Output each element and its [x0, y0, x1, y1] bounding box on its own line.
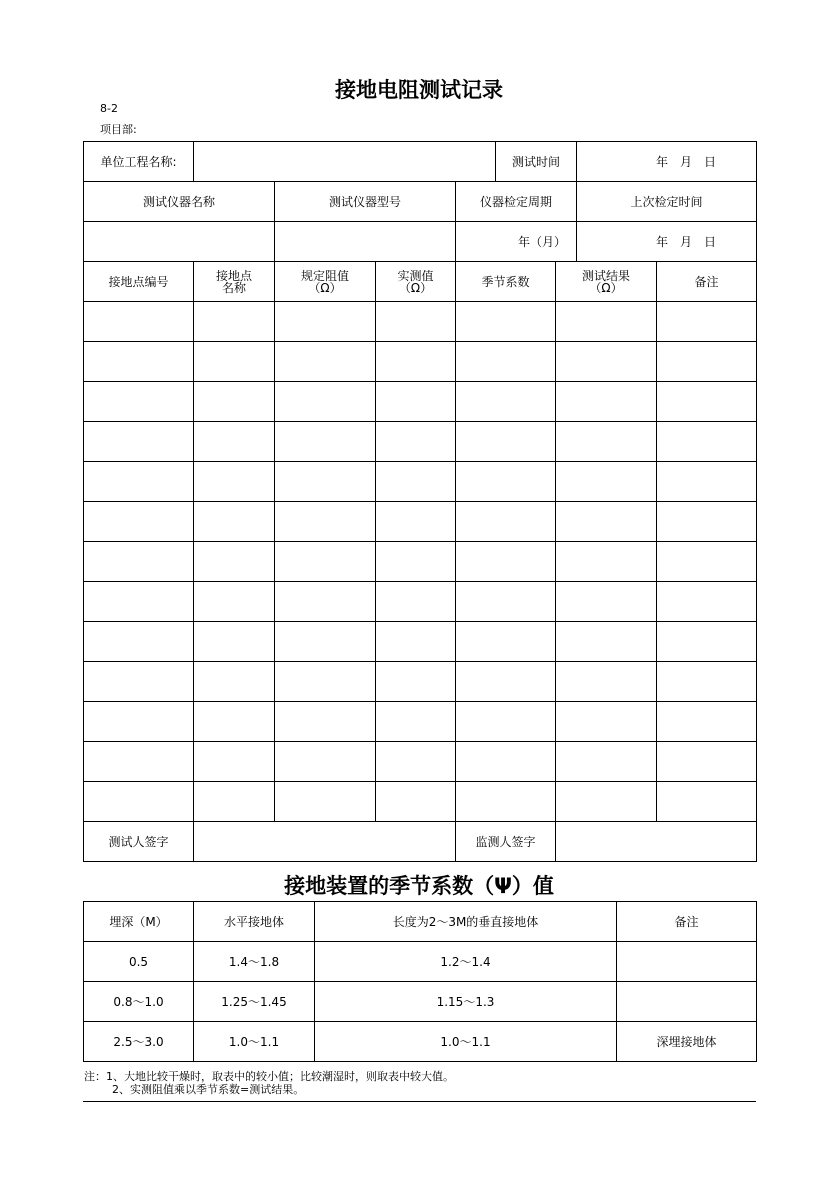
data-cell[interactable]: [555, 701, 657, 742]
data-cell[interactable]: [375, 781, 456, 822]
calibration-period-field[interactable]: 年（月）: [455, 221, 577, 262]
col-season-coef: 季节系数: [455, 261, 556, 302]
data-cell[interactable]: [455, 341, 556, 382]
data-cell[interactable]: [193, 581, 275, 622]
coef-cell: 1.15～1.3: [314, 981, 617, 1022]
data-cell[interactable]: [274, 501, 376, 542]
coef-cell: [616, 941, 757, 982]
data-cell[interactable]: [83, 621, 194, 662]
data-cell[interactable]: [83, 701, 194, 742]
data-cell[interactable]: [455, 581, 556, 622]
instrument-name-label: 测试仪器名称: [83, 181, 275, 222]
data-cell[interactable]: [375, 541, 456, 582]
data-cell[interactable]: [455, 421, 556, 462]
data-cell[interactable]: [193, 621, 275, 662]
data-cell[interactable]: [193, 301, 275, 342]
data-cell[interactable]: [274, 381, 376, 422]
coef-title: 接地装置的季节系数（Ψ）值: [284, 874, 554, 898]
data-cell[interactable]: [656, 741, 757, 782]
data-cell[interactable]: [274, 621, 376, 662]
supervisor-signature-field[interactable]: [555, 821, 757, 862]
data-cell[interactable]: [455, 501, 556, 542]
data-cell[interactable]: [83, 381, 194, 422]
data-cell[interactable]: [375, 381, 456, 422]
data-cell[interactable]: [555, 381, 657, 422]
data-cell[interactable]: [375, 661, 456, 702]
col-result: [555, 261, 657, 302]
data-cell[interactable]: [555, 581, 657, 622]
data-cell[interactable]: [656, 341, 757, 382]
unit-name-field[interactable]: [193, 141, 496, 182]
coef-header: 水平接地体: [193, 901, 315, 942]
data-cell[interactable]: [455, 461, 556, 502]
data-cell[interactable]: [455, 541, 556, 582]
coef-cell: 深埋接地体: [616, 1021, 757, 1062]
data-cell[interactable]: [656, 421, 757, 462]
coef-cell: 1.4～1.8: [193, 941, 315, 982]
data-cell[interactable]: [83, 741, 194, 782]
data-cell[interactable]: [274, 421, 376, 462]
data-cell[interactable]: [83, 581, 194, 622]
data-cell[interactable]: [375, 341, 456, 382]
data-cell[interactable]: [656, 501, 757, 542]
data-cell[interactable]: [555, 781, 657, 822]
col-result-l1: 测试结果: [581, 268, 630, 283]
bottom-divider: [83, 1101, 756, 1102]
data-cell[interactable]: [193, 781, 275, 822]
data-cell[interactable]: [375, 701, 456, 742]
tester-signature-field[interactable]: [193, 821, 456, 862]
data-cell[interactable]: [656, 581, 757, 622]
instrument-name-field[interactable]: [83, 221, 275, 262]
col-point-name: [193, 261, 275, 302]
data-cell[interactable]: [656, 461, 757, 502]
col-point-no: 接地点编号: [83, 261, 194, 302]
data-cell[interactable]: [455, 701, 556, 742]
data-cell[interactable]: [274, 701, 376, 742]
data-cell[interactable]: [274, 661, 376, 702]
data-cell[interactable]: [375, 621, 456, 662]
data-cell[interactable]: [555, 501, 657, 542]
data-cell[interactable]: [656, 661, 757, 702]
coef-cell: [616, 981, 757, 1022]
data-cell[interactable]: [555, 661, 657, 702]
data-cell[interactable]: [83, 781, 194, 822]
calibration-period-label: 仪器检定周期: [455, 181, 577, 222]
coef-header: 埋深（M）: [83, 901, 194, 942]
coef-cell: 1.0～1.1: [314, 1021, 617, 1062]
coef-cell: 1.2～1.4: [314, 941, 617, 982]
data-cell[interactable]: [193, 501, 275, 542]
data-cell[interactable]: [83, 301, 194, 342]
data-cell[interactable]: [555, 341, 657, 382]
data-cell[interactable]: [193, 421, 275, 462]
coef-cell: 0.8～1.0: [83, 981, 194, 1022]
data-cell[interactable]: [555, 741, 657, 782]
data-cell[interactable]: [455, 621, 556, 662]
data-cell[interactable]: [193, 461, 275, 502]
data-cell[interactable]: [83, 501, 194, 542]
data-cell[interactable]: [274, 341, 376, 382]
data-cell[interactable]: [83, 341, 194, 382]
data-cell[interactable]: [83, 461, 194, 502]
unit-name-label: 单位工程名称:: [83, 141, 194, 182]
page-title: 接地电阻测试记录: [335, 78, 503, 102]
data-cell[interactable]: [455, 301, 556, 342]
col-measured: [375, 261, 456, 302]
supervisor-signature-label: 监测人签字: [455, 821, 556, 862]
data-cell[interactable]: [83, 421, 194, 462]
data-cell[interactable]: [274, 781, 376, 822]
data-cell[interactable]: [555, 541, 657, 582]
data-cell[interactable]: [555, 301, 657, 342]
data-cell[interactable]: [274, 461, 376, 502]
data-cell[interactable]: [656, 781, 757, 822]
data-cell[interactable]: [455, 661, 556, 702]
data-cell[interactable]: [193, 341, 275, 382]
data-cell[interactable]: [375, 581, 456, 622]
coef-cell: 1.0～1.1: [193, 1021, 315, 1062]
data-cell[interactable]: [274, 741, 376, 782]
data-cell[interactable]: [274, 581, 376, 622]
data-cell[interactable]: [274, 301, 376, 342]
data-cell[interactable]: [375, 421, 456, 462]
data-cell[interactable]: [83, 541, 194, 582]
instrument-model-label: 测试仪器型号: [274, 181, 456, 222]
test-time-field[interactable]: 年 月 日: [576, 141, 757, 182]
data-cell[interactable]: [375, 301, 456, 342]
data-cell[interactable]: [193, 381, 275, 422]
data-cell[interactable]: [455, 781, 556, 822]
data-cell[interactable]: [555, 461, 657, 502]
col-specified-l2: （Ω）: [308, 280, 342, 295]
data-cell[interactable]: [193, 661, 275, 702]
data-cell[interactable]: [455, 741, 556, 782]
col-specified: [274, 261, 376, 302]
form-number: 8-2: [100, 102, 118, 115]
data-cell[interactable]: [555, 421, 657, 462]
data-cell[interactable]: [193, 741, 275, 782]
data-cell[interactable]: [375, 461, 456, 502]
col-point-name-l1: 接地点: [215, 268, 252, 283]
note-2: 2、实测阻值乘以季节系数=测试结果。: [112, 1083, 305, 1096]
last-calibration-label: 上次检定时间: [576, 181, 757, 222]
data-cell[interactable]: [375, 501, 456, 542]
data-cell[interactable]: [656, 621, 757, 662]
data-cell[interactable]: [656, 301, 757, 342]
data-cell[interactable]: [455, 381, 556, 422]
data-cell[interactable]: [193, 541, 275, 582]
project-label: 项目部:: [100, 123, 137, 136]
data-cell[interactable]: [193, 701, 275, 742]
coef-header: 长度为2～3M的垂直接地体: [314, 901, 617, 942]
col-remark: 备注: [656, 261, 757, 302]
col-measured-l1: 实测值: [397, 268, 434, 283]
data-cell[interactable]: [375, 741, 456, 782]
data-cell[interactable]: [656, 541, 757, 582]
col-measured-l2: （Ω）: [398, 280, 433, 295]
tester-signature-label: 测试人签字: [83, 821, 194, 862]
data-cell[interactable]: [83, 661, 194, 702]
test-time-label: 测试时间: [495, 141, 577, 182]
data-cell[interactable]: [555, 621, 657, 662]
coef-cell: 2.5～3.0: [83, 1021, 194, 1062]
coef-header: 备注: [616, 901, 757, 942]
last-calibration-field[interactable]: 年 月 日: [576, 221, 757, 262]
coef-cell: 0.5: [83, 941, 194, 982]
data-cell[interactable]: [656, 381, 757, 422]
instrument-model-field[interactable]: [274, 221, 456, 262]
data-cell[interactable]: [656, 701, 757, 742]
col-point-name-l2: 名称: [221, 280, 246, 295]
data-cell[interactable]: [274, 541, 376, 582]
col-result-l2: （Ω）: [589, 280, 623, 295]
note-1: 注：1、大地比较干燥时，取表中的较小值；比较潮湿时，则取表中较大值。: [84, 1070, 454, 1083]
col-specified-l1: 规定阻值: [300, 268, 349, 283]
coef-cell: 1.25～1.45: [193, 981, 315, 1022]
